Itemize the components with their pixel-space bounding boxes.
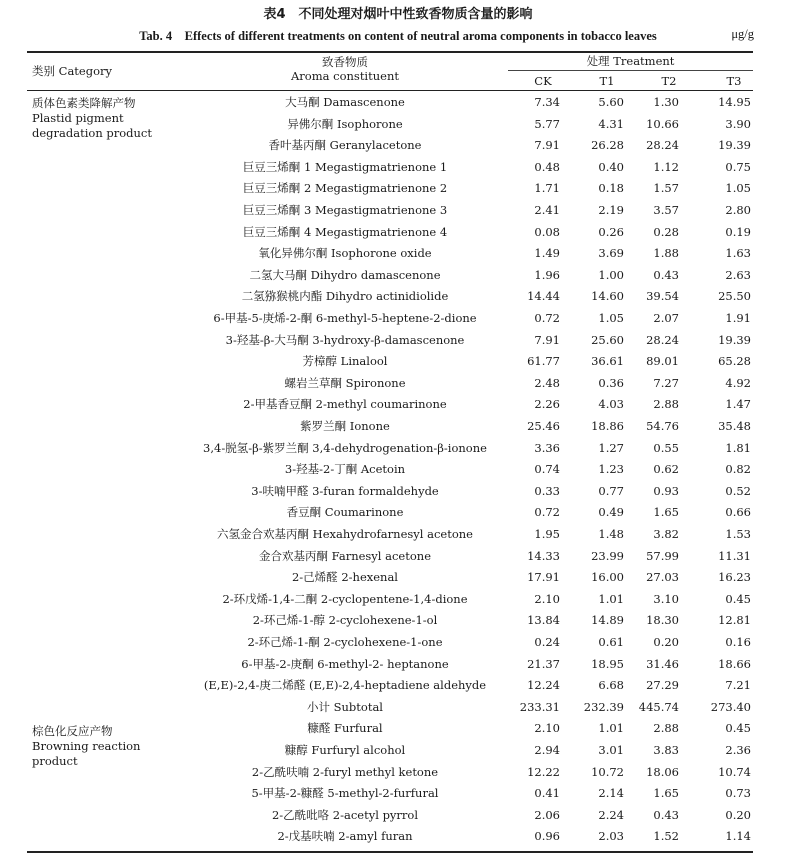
table-row: [0, 654, 796, 675]
table-row: [0, 394, 796, 415]
value-ck: 61.77: [527, 354, 560, 369]
compound-name: 2-环戊烯-1,4-二酮 2-cyclopentene-1,4-dione: [222, 591, 468, 606]
value-t1: 1.01: [598, 721, 624, 736]
table-row: [0, 222, 796, 243]
value-t3: 1.53: [725, 527, 751, 541]
table-row: [0, 589, 796, 610]
table-row: [0, 92, 796, 113]
table-row: [0, 157, 796, 178]
value-t2: 0.20: [653, 635, 679, 649]
value-t3: 0.45: [725, 591, 751, 606]
value-ck: 0.72: [534, 505, 560, 520]
table-row: [0, 697, 796, 718]
treatment-subrule: [508, 70, 753, 71]
compound-name: 小计 Subtotal: [306, 699, 383, 714]
header-rule: [27, 90, 753, 91]
value-t1: 0.26: [598, 224, 624, 239]
compound-name: 6-甲基-5-庚烯-2-酮 6-methyl-5-heptene-2-dione: [213, 311, 477, 325]
value-t1: 5.60: [598, 95, 624, 109]
compound-name: 2-乙酰呋喃 2-furyl methyl ketone: [251, 764, 439, 779]
value-t3: 11.31: [718, 548, 751, 563]
header-col-t3: T3: [726, 74, 742, 88]
value-t2: 1.57: [653, 181, 679, 196]
value-ck: 13.84: [527, 613, 560, 628]
value-ck: 17.91: [527, 570, 560, 585]
category-plastid-cn: 质体色素类降解产物: [32, 96, 136, 110]
value-t2: 39.54: [646, 289, 679, 304]
value-t2: 1.65: [653, 786, 679, 801]
header-compound-cn: 致香物质: [322, 55, 368, 69]
value-ck: 1.49: [534, 246, 560, 261]
value-ck: 0.24: [534, 635, 560, 649]
table-caption-en: Tab. 4 Effects of different treatments on content of neutral aroma components in tobacco leaves: [139, 29, 657, 43]
value-ck: 1.95: [534, 527, 560, 541]
value-t3: 0.19: [725, 224, 751, 239]
value-ck: 7.91: [534, 138, 560, 153]
table-row: [0, 416, 796, 437]
unit-label: μg/g: [731, 27, 754, 41]
value-ck: 25.46: [527, 419, 560, 433]
compound-name: 香叶基丙酮 Geranylacetone: [268, 138, 422, 153]
value-t2: 27.03: [646, 570, 679, 585]
table-row: [0, 351, 796, 372]
compound-name: 6-甲基-2-庚酮 6-methyl-2- heptanone: [241, 656, 449, 671]
table-row: [0, 718, 796, 739]
value-ck: 12.24: [527, 678, 560, 693]
compound-name: 3,4-脱氢-β-紫罗兰酮 3,4-dehydrogenation-β-ionone: [203, 440, 487, 455]
value-t3: 1.91: [725, 311, 751, 325]
header-col-t1: T1: [599, 74, 615, 88]
compound-name: 氧化异佛尔酮 Isophorone oxide: [258, 246, 432, 261]
value-t3: 0.66: [725, 505, 751, 520]
value-t1: 2.14: [598, 786, 624, 801]
header-compound-en: Aroma constituent: [291, 69, 399, 83]
value-t2: 10.66: [646, 116, 679, 131]
value-t3: 1.47: [725, 397, 751, 412]
value-t3: 0.73: [725, 786, 751, 801]
table-row: [0, 740, 796, 761]
category-browning-cn: 棕色化反应产物: [32, 724, 113, 738]
compound-name: 2-己烯醛 2-hexenal: [291, 570, 398, 585]
value-ck: 233.31: [519, 699, 560, 714]
value-t1: 1.27: [598, 440, 624, 455]
table-row: [0, 286, 796, 307]
value-t3: 7.21: [725, 678, 751, 693]
value-t1: 3.01: [598, 743, 624, 757]
value-t3: 1.05: [725, 181, 751, 196]
table-row: [0, 438, 796, 459]
table-row: [0, 243, 796, 264]
table-row: [0, 546, 796, 567]
value-t2: 18.06: [646, 764, 679, 779]
value-ck: 0.41: [534, 786, 560, 801]
value-t3: 0.52: [725, 483, 751, 498]
category-browning-en1: Browning reaction: [32, 739, 141, 753]
compound-name: 香豆酮 Coumarinone: [286, 505, 404, 520]
value-t3: 273.40: [710, 699, 751, 714]
table-row: [0, 373, 796, 394]
header-col-t2: T2: [661, 74, 677, 88]
value-ck: 7.34: [534, 95, 560, 109]
value-t1: 18.95: [591, 656, 624, 671]
value-t1: 36.61: [591, 354, 624, 369]
compound-name: 紫罗兰酮 Ionone: [300, 419, 390, 433]
value-ck: 0.72: [534, 311, 560, 325]
value-t2: 31.46: [646, 656, 679, 671]
value-ck: 3.36: [534, 440, 560, 455]
table-row: [0, 459, 796, 480]
value-ck: 0.08: [534, 224, 560, 239]
value-t2: 2.88: [653, 721, 679, 736]
table-row: [0, 783, 796, 804]
value-t3: 0.20: [725, 807, 751, 822]
header-col-ck: CK: [534, 74, 552, 88]
value-t3: 1.14: [725, 829, 751, 844]
header-compound: [200, 55, 490, 83]
category-plastid-en2: degradation product: [32, 126, 152, 140]
table-row: [0, 675, 796, 696]
compound-name: 3-羟基-β-大马酮 3-hydroxy-β-damascenone: [225, 332, 465, 347]
value-ck: 0.74: [534, 462, 560, 477]
compound-name: (E,E)-2,4-庚二烯醛 (E,E)-2,4-heptadiene aldehyde: [203, 678, 487, 693]
value-t2: 3.57: [653, 203, 679, 217]
value-t2: 0.28: [653, 224, 679, 239]
value-t3: 18.66: [718, 656, 751, 671]
value-t3: 65.28: [718, 354, 751, 369]
value-t2: 2.07: [653, 311, 679, 325]
value-t1: 14.60: [591, 289, 624, 304]
compound-name: 巨豆三烯酮 2 Megastigmatrienone 2: [242, 181, 448, 196]
compound-name: 六氢金合欢基丙酮 Hexahydrofarnesyl acetone: [217, 527, 473, 541]
compound-name: 2-戊基呋喃 2-amyl furan: [277, 829, 413, 844]
value-t3: 0.82: [725, 462, 751, 477]
value-t2: 3.83: [653, 743, 679, 757]
value-t1: 18.86: [591, 419, 624, 433]
value-ck: 1.96: [534, 267, 560, 282]
value-t3: 16.23: [718, 570, 751, 585]
value-t1: 3.69: [598, 246, 624, 261]
value-t3: 14.95: [718, 95, 751, 109]
value-t3: 0.75: [725, 159, 751, 174]
table-row: [0, 502, 796, 523]
compound-name: 大马酮 Damascenone: [285, 95, 405, 109]
compound-name: 3-呋喃甲醛 3-furan formaldehyde: [251, 483, 439, 498]
value-t2: 445.74: [638, 699, 679, 714]
value-ck: 21.37: [527, 656, 560, 671]
table-row: [0, 330, 796, 351]
value-ck: 2.41: [534, 203, 560, 217]
value-t1: 0.61: [598, 635, 624, 649]
table-row: [0, 805, 796, 826]
compound-name: 2-甲基香豆酮 2-methyl coumarinone: [243, 397, 447, 412]
compound-name: 糠醇 Furfuryl alcohol: [284, 743, 406, 757]
value-t3: 2.36: [725, 743, 751, 757]
value-t1: 1.48: [598, 527, 624, 541]
value-t1: 2.03: [598, 829, 624, 844]
value-t1: 1.05: [598, 311, 624, 325]
value-t1: 232.39: [583, 699, 624, 714]
category-browning-en2: product: [32, 754, 78, 768]
value-ck: 0.96: [534, 829, 560, 844]
bottom-rule: [27, 851, 753, 853]
compound-name: 异佛尔酮 Isophorone: [287, 116, 403, 131]
value-ck: 12.22: [527, 764, 560, 779]
value-t1: 4.03: [598, 397, 624, 412]
value-t3: 12.81: [718, 613, 751, 628]
value-ck: 0.33: [534, 483, 560, 498]
value-t1: 23.99: [591, 548, 624, 563]
compound-name: 糠醛 Furfural: [307, 721, 383, 736]
value-t1: 26.28: [591, 138, 624, 153]
compound-name: 二氢大马酮 Dihydro damascenone: [249, 267, 441, 282]
value-t2: 0.62: [653, 462, 679, 477]
compound-name: 2-环己烯-1-酮 2-cyclohexene-1-one: [247, 635, 443, 649]
compound-name: 芳樟醇 Linalool: [302, 354, 388, 369]
top-rule: [27, 51, 753, 53]
table-row: [0, 610, 796, 631]
value-t2: 1.30: [653, 95, 679, 109]
table-row: [0, 265, 796, 286]
compound-name: 2-乙酰吡咯 2-acetyl pyrrol: [271, 807, 419, 822]
value-t2: 2.88: [653, 397, 679, 412]
value-t1: 10.72: [591, 764, 624, 779]
table-row: [0, 567, 796, 588]
table-row: [0, 632, 796, 653]
table-row: [0, 524, 796, 545]
value-t1: 0.40: [598, 159, 624, 174]
value-t1: 0.18: [598, 181, 624, 196]
value-ck: 14.33: [527, 548, 560, 563]
value-t3: 0.45: [725, 721, 751, 736]
header-category: 类别 Category: [32, 64, 113, 78]
value-t1: 1.00: [598, 267, 624, 282]
value-ck: 7.91: [534, 332, 560, 347]
value-t2: 3.82: [653, 527, 679, 541]
value-t1: 0.77: [598, 483, 624, 498]
value-t3: 0.16: [725, 635, 751, 649]
value-t3: 2.63: [725, 267, 751, 282]
value-t3: 35.48: [718, 419, 751, 433]
compound-name: 巨豆三烯酮 1 Megastigmatrienone 1: [242, 159, 448, 174]
value-t1: 2.19: [598, 203, 624, 217]
value-t2: 0.43: [653, 267, 679, 282]
value-t1: 1.23: [598, 462, 624, 477]
table-row: [0, 826, 796, 847]
value-t2: 27.29: [646, 678, 679, 693]
value-t1: 25.60: [591, 332, 624, 347]
value-t2: 0.55: [653, 440, 679, 455]
value-t3: 1.81: [725, 440, 751, 455]
value-t3: 3.90: [725, 116, 751, 131]
value-t1: 2.24: [598, 807, 624, 822]
value-t1: 4.31: [598, 116, 624, 131]
value-ck: 14.44: [527, 289, 560, 304]
value-t1: 1.01: [598, 591, 624, 606]
compound-name: 3-羟基-2-丁酮 Acetoin: [284, 462, 406, 477]
value-t1: 0.36: [598, 375, 624, 390]
value-ck: 2.48: [534, 375, 560, 390]
value-t2: 89.01: [646, 354, 679, 369]
value-t2: 1.52: [653, 829, 679, 844]
value-ck: 2.10: [534, 721, 560, 736]
value-t2: 1.65: [653, 505, 679, 520]
value-t2: 1.12: [653, 159, 679, 174]
value-t1: 6.68: [598, 678, 624, 693]
category-plastid-en1: Plastid pigment: [32, 111, 124, 125]
table-row: [0, 762, 796, 783]
compound-name: 螺岩兰草酮 Spironone: [284, 375, 406, 390]
value-ck: 2.06: [534, 807, 560, 822]
value-t2: 3.10: [653, 591, 679, 606]
value-ck: 1.71: [534, 181, 560, 196]
value-t2: 57.99: [646, 548, 679, 563]
value-t3: 19.39: [718, 138, 751, 153]
value-t3: 4.92: [725, 375, 751, 390]
value-ck: 2.26: [534, 397, 560, 412]
compound-name: 5-甲基-2-糠醛 5-methyl-2-furfural: [251, 786, 439, 801]
value-t2: 0.43: [653, 807, 679, 822]
value-t2: 1.88: [653, 246, 679, 261]
value-t3: 10.74: [718, 764, 751, 779]
compound-name: 2-环己烯-1-醇 2-cyclohexene-1-ol: [252, 613, 438, 628]
value-ck: 2.94: [534, 743, 560, 757]
value-t3: 2.80: [725, 203, 751, 217]
value-t1: 16.00: [591, 570, 624, 585]
value-ck: 0.48: [534, 159, 560, 174]
value-t2: 7.27: [653, 375, 679, 390]
value-t1: 0.49: [598, 505, 624, 520]
compound-name: 巨豆三烯酮 4 Megastigmatrienone 4: [242, 224, 448, 239]
header-treatment: 处理 Treatment: [586, 54, 675, 68]
table-caption-cn: 表4 不同处理对烟叶中性致香物质含量的影响: [263, 7, 533, 22]
value-t2: 28.24: [646, 332, 679, 347]
table-row: [0, 178, 796, 199]
table-row: [0, 114, 796, 135]
value-t2: 28.24: [646, 138, 679, 153]
value-ck: 2.10: [534, 591, 560, 606]
table-row: [0, 308, 796, 329]
table-row: [0, 135, 796, 156]
value-t1: 14.89: [591, 613, 624, 628]
value-ck: 5.77: [534, 116, 560, 131]
value-t2: 0.93: [653, 483, 679, 498]
compound-name: 巨豆三烯酮 3 Megastigmatrienone 3: [242, 203, 448, 217]
table-row: [0, 481, 796, 502]
value-t3: 25.50: [718, 289, 751, 304]
table-row: [0, 200, 796, 221]
value-t3: 1.63: [725, 246, 751, 261]
compound-name: 金合欢基丙酮 Farnesyl acetone: [258, 548, 431, 563]
value-t2: 54.76: [646, 419, 679, 433]
value-t3: 19.39: [718, 332, 751, 347]
compound-name: 二氢猕猴桃内酯 Dihydro actinidiolide: [241, 289, 449, 304]
value-t2: 18.30: [646, 613, 679, 628]
